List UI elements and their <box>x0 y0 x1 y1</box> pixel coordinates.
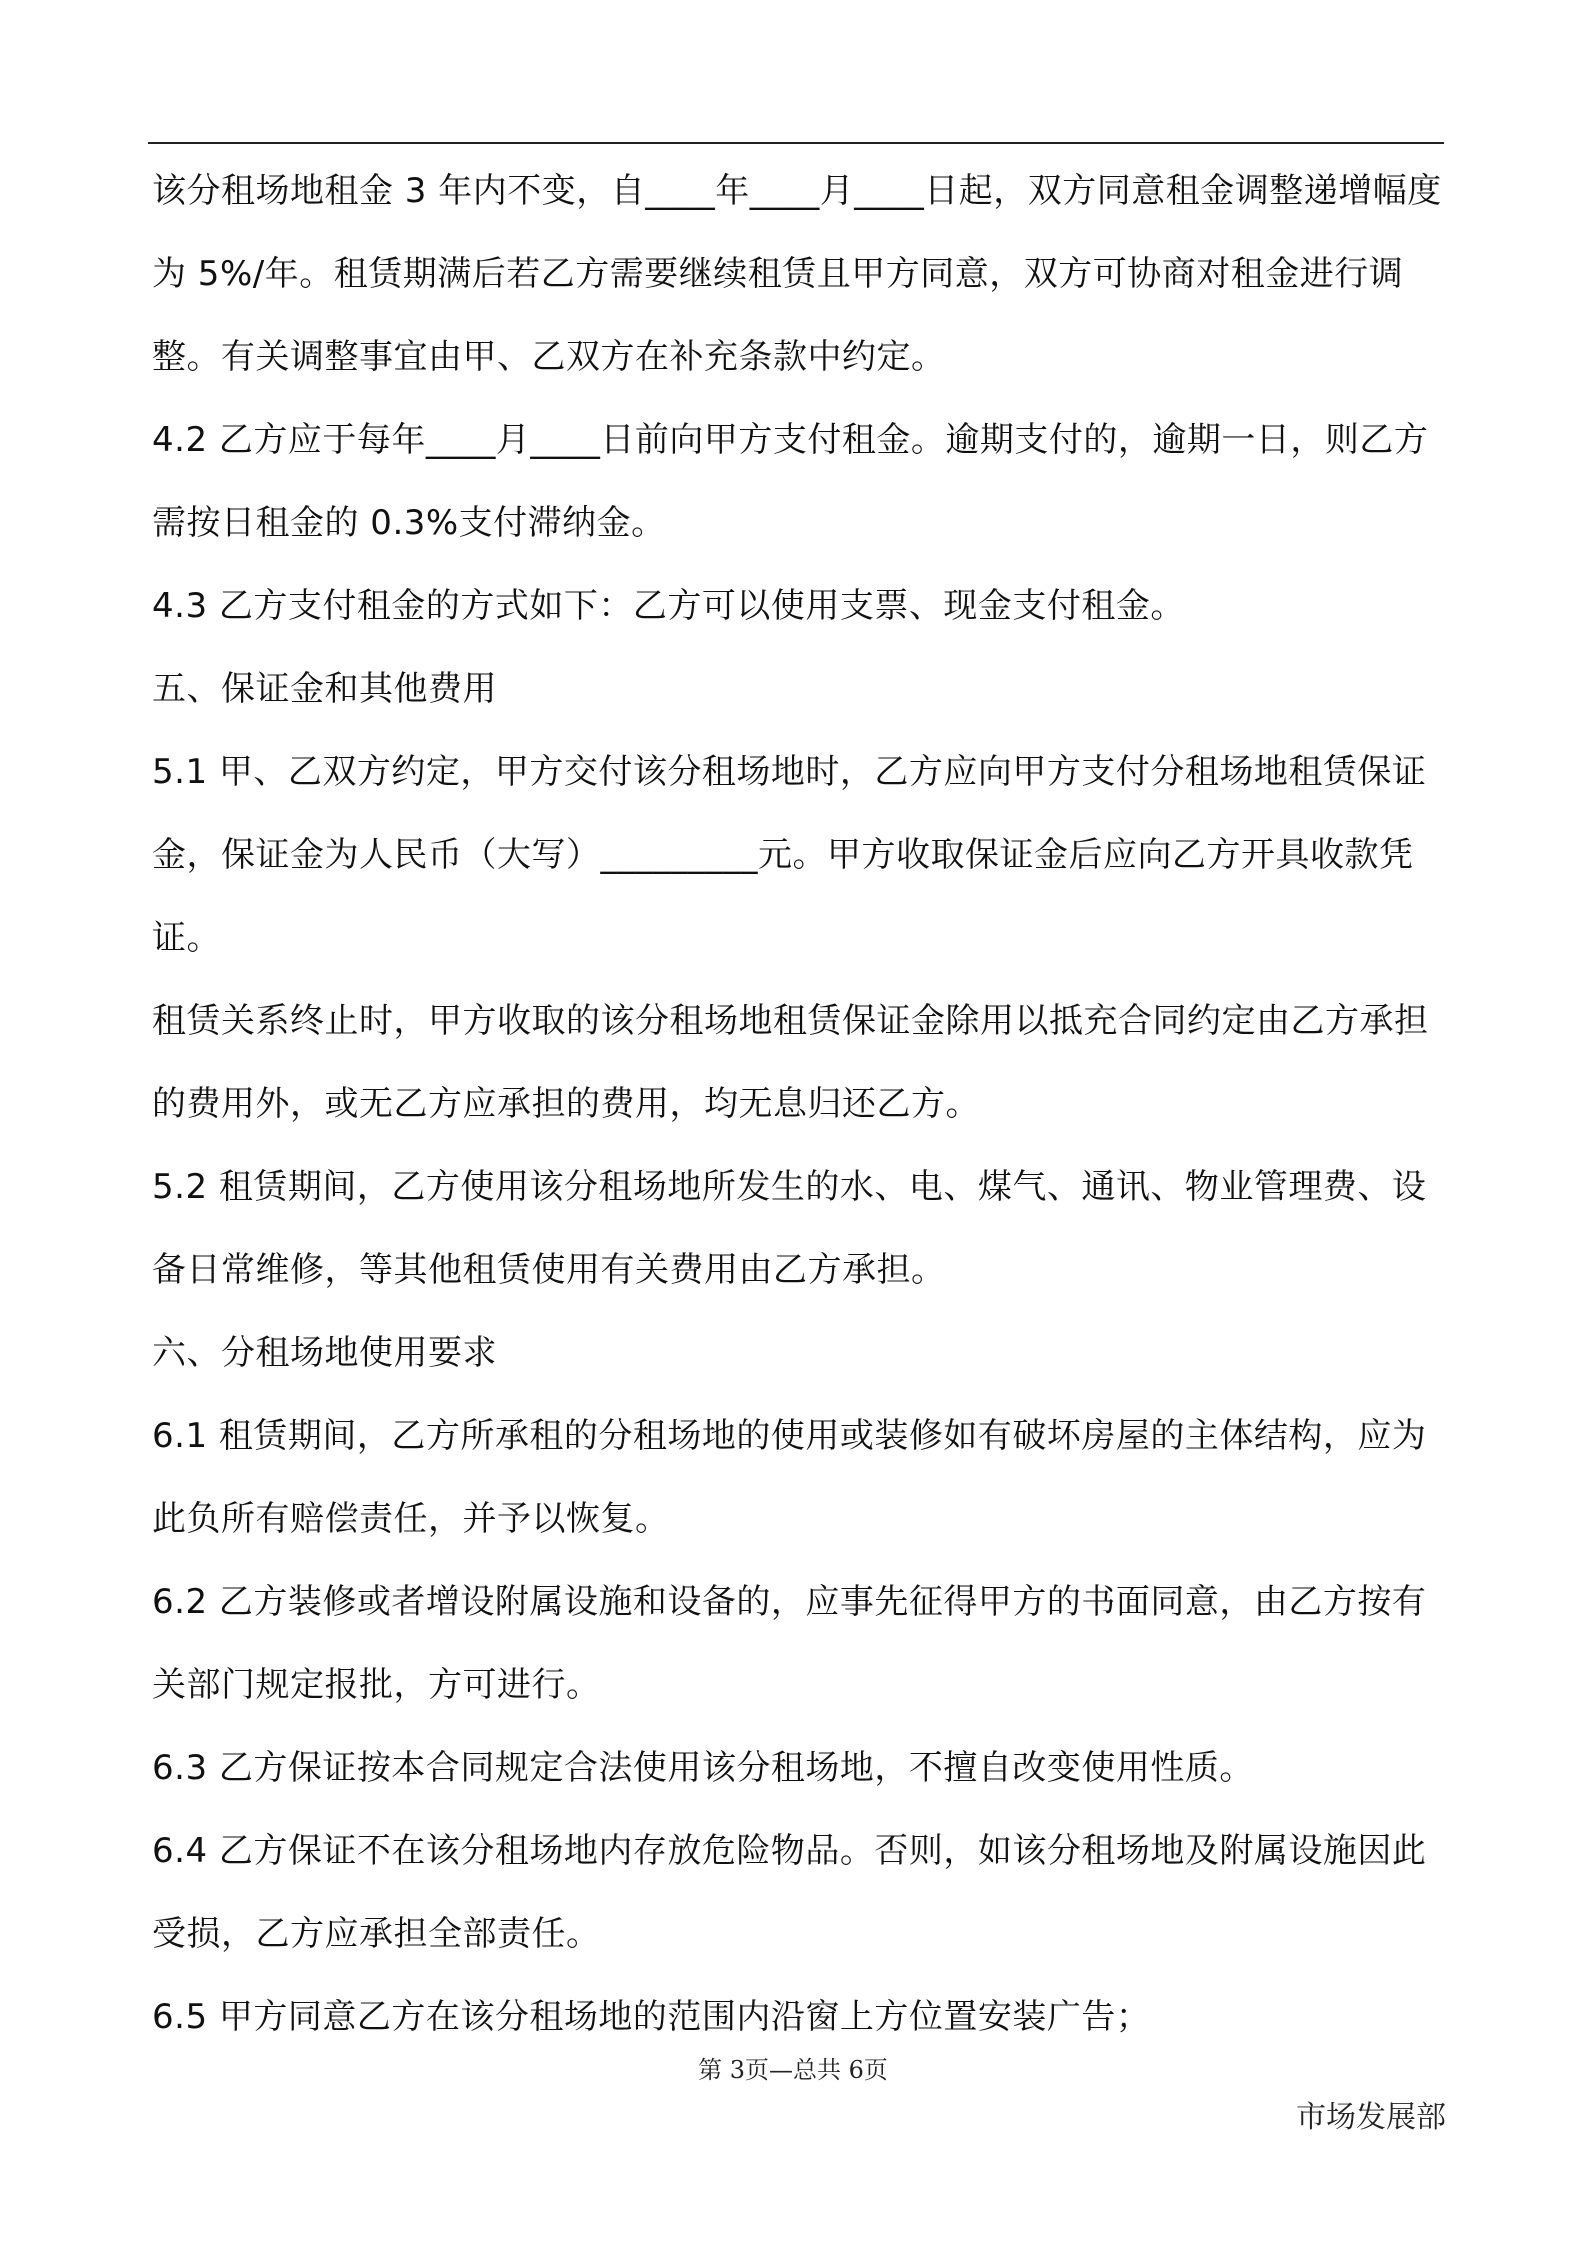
section-heading-5: 五、保证金和其他费用 <box>152 669 497 709</box>
document-body <box>152 150 1444 2059</box>
paragraph-6-1: 6.1 租赁期间，乙方所承租的分租场地的使用或装修如有破坏房屋的主体结构，应为此负所有赔偿责任，并予以恢复。 <box>152 1416 1427 1539</box>
section-heading-6: 六、分租场地使用要求 <box>152 1333 497 1373</box>
paragraph-4-3: 4.3 乙方支付租金的方式如下：乙方可以使用支票、现金支付租金。 <box>152 586 1185 626</box>
paragraph-6-3: 6.3 乙方保证按本合同规定合法使用该分租场地，不擅自改变使用性质。 <box>152 1748 1254 1788</box>
paragraph-4-2: 4.2 乙方应于每年____月____日前向甲方支付租金。逾期支付的，逾期一日，则乙方需按日租金的 0.3%支付滞纳金。 <box>152 420 1429 543</box>
page-indicator: 第 3页—总共 6页 <box>698 2056 888 2084</box>
paragraph-rent-adjustment: 该分租场地租金 3 年内不变，自____年____月____日起，双方同意租金调整递增幅度为 5%/年。租赁期满后若乙方需要继续租赁且甲方同意，双方可协商对租金进行调整。有关调整事宜由甲、乙双方在补充条款中约定。 <box>152 171 1442 377</box>
paragraph-6-2: 6.2 乙方装修或者增设附属设施和设备的，应事先征得甲方的书面同意，由乙方按有关部门规定报批，方可进行。 <box>152 1582 1427 1705</box>
paragraph-6-4: 6.4 乙方保证不在该分租场地内存放危险物品。否则，如该分租场地及附属设施因此受损，乙方应承担全部责任。 <box>152 1831 1427 1954</box>
paragraph-deposit-return: 租赁关系终止时，甲方收取的该分租场地租赁保证金除用以抵充合同约定由乙方承担的费用外，或无乙方应承担的费用，均无息归还乙方。 <box>152 1001 1429 1124</box>
paragraph-5-2: 5.2 租赁期间，乙方使用该分租场地所发生的水、电、煤气、通讯、物业管理费、设备日常维修，等其他租赁使用有关费用由乙方承担。 <box>152 1167 1427 1290</box>
paragraph-5-1: 5.1 甲、乙双方约定，甲方交付该分租场地时，乙方应向甲方支付分租场地租赁保证金，保证金为人民币（大写）_________元。甲方收取保证金后应向乙方开具收款凭证。 <box>152 752 1427 958</box>
footer-department: 市场发展部 <box>1296 2100 1446 2135</box>
header-divider <box>148 142 1444 144</box>
paragraph-6-5: 6.5 甲方同意乙方在该分租场地的范围内沿窗上方位置安装广告； <box>152 1997 1151 2037</box>
